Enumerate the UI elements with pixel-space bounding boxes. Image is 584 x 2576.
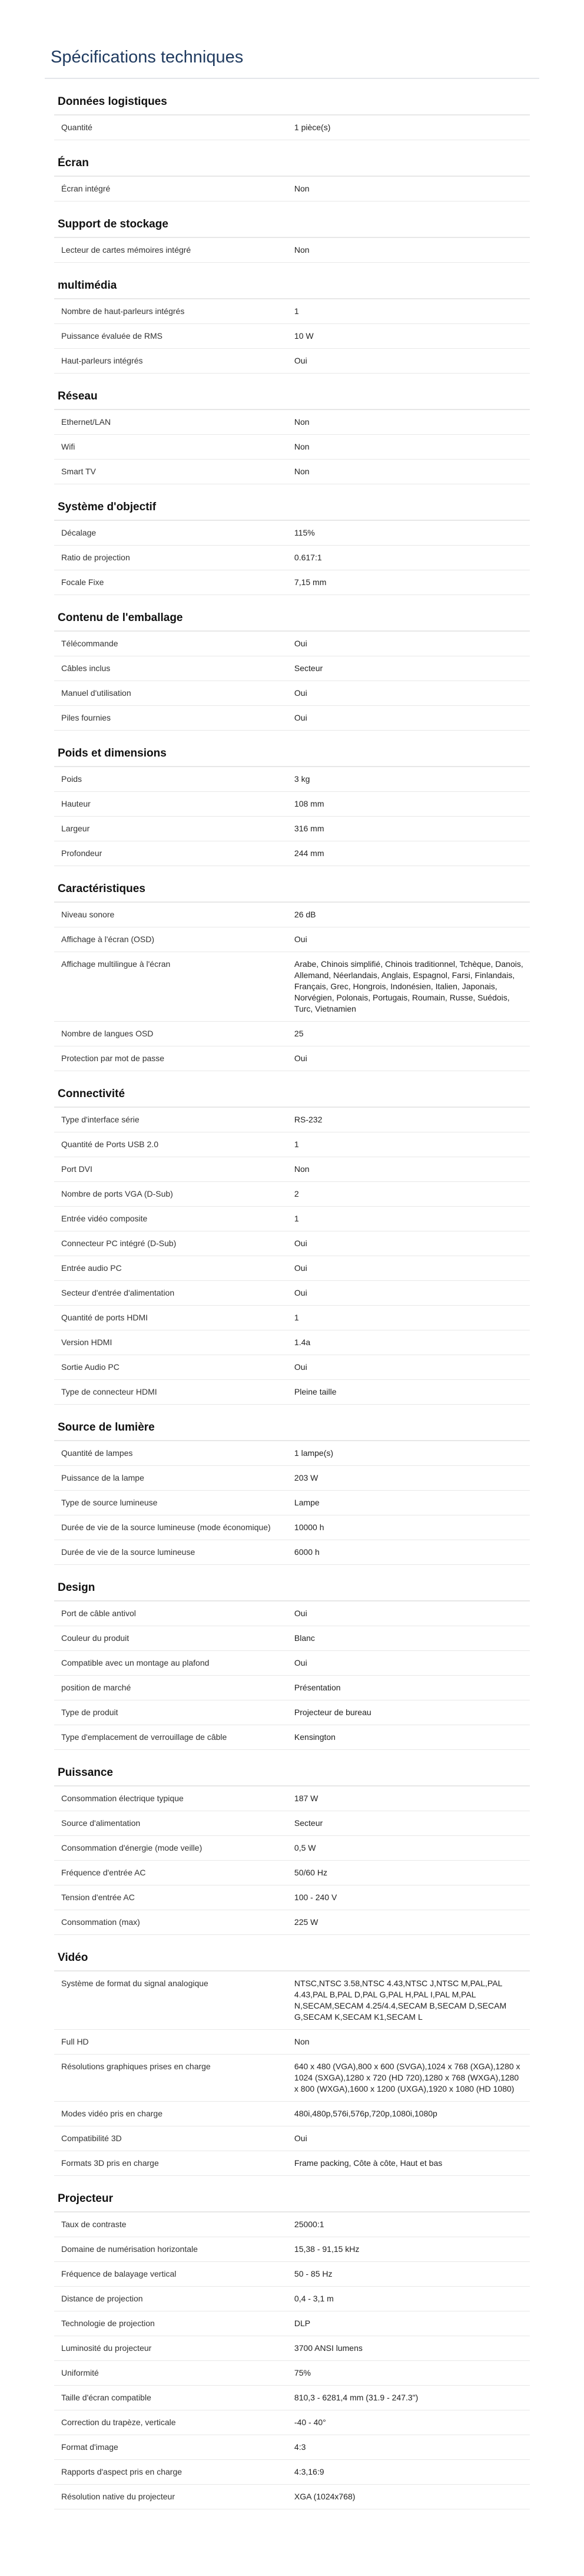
table-row — [54, 1786, 530, 1811]
table-row — [54, 1157, 530, 1182]
table-row — [54, 2126, 530, 2151]
spec-label: Entrée audio PC — [54, 1256, 287, 1281]
spec-label: Technologie de projection — [54, 2311, 287, 2336]
spec-value: Kensington — [287, 1725, 530, 1750]
spec-value: 15,38 - 91,15 kHz — [287, 2237, 530, 2262]
spec-label: Smart TV — [54, 460, 287, 484]
spec-value: 4:3 — [287, 2435, 530, 2460]
section-title: Poids et dimensions — [58, 747, 167, 759]
spec-section — [51, 603, 533, 731]
table-row — [54, 681, 530, 706]
table-row — [54, 1861, 530, 1885]
spec-label: Focale Fixe — [54, 570, 287, 595]
spec-value: XGA (1024x768) — [287, 2485, 530, 2509]
spec-label: Puissance évaluée de RMS — [54, 324, 287, 349]
table-row — [54, 115, 530, 140]
spec-label: Correction du trapèze, verticale — [54, 2410, 287, 2435]
spec-value: 25000:1 — [287, 2212, 530, 2237]
spec-value: Oui — [287, 1256, 530, 1281]
spec-label: position de marché — [54, 1676, 287, 1700]
table-row — [54, 1132, 530, 1157]
spec-sections — [51, 87, 533, 2509]
spec-value: 1.4a — [287, 1330, 530, 1355]
spec-label: Durée de vie de la source lumineuse — [54, 1540, 287, 1565]
table-row — [54, 2212, 530, 2237]
section-title: Réseau — [58, 390, 98, 402]
spec-value: 7,15 mm — [287, 570, 530, 595]
spec-label: Consommation d'énergie (mode veille) — [54, 1836, 287, 1861]
spec-value: 10 W — [287, 324, 530, 349]
spec-table — [54, 632, 530, 731]
spec-label: Source d'alimentation — [54, 1811, 287, 1836]
table-row — [54, 2030, 530, 2055]
table-row — [54, 238, 530, 263]
table-row — [54, 1380, 530, 1405]
spec-value: 2 — [287, 1182, 530, 1207]
spec-label: Distance de projection — [54, 2287, 287, 2311]
table-row — [54, 410, 530, 435]
spec-value: 10000 h — [287, 1515, 530, 1540]
spec-label: Type de source lumineuse — [54, 1491, 287, 1515]
spec-value: 1 — [287, 1306, 530, 1330]
table-row — [54, 2055, 530, 2102]
table-row — [54, 1022, 530, 1046]
spec-label: Couleur du produit — [54, 1626, 287, 1651]
table-row — [54, 2336, 530, 2361]
table-row — [54, 546, 530, 570]
spec-label: Taux de contraste — [54, 2212, 287, 2237]
spec-value: 26 dB — [287, 903, 530, 927]
table-row — [54, 817, 530, 841]
spec-label: Uniformité — [54, 2361, 287, 2386]
table-row — [54, 1515, 530, 1540]
table-row — [54, 2311, 530, 2336]
spec-value: 75% — [287, 2361, 530, 2386]
spec-value: Présentation — [287, 1676, 530, 1700]
spec-value: 25 — [287, 1022, 530, 1046]
section-title: Caractéristiques — [58, 883, 145, 895]
section-title: Design — [58, 1581, 95, 1594]
spec-section — [51, 382, 533, 484]
table-row — [54, 2102, 530, 2126]
table-row — [54, 349, 530, 374]
spec-label: Lecteur de cartes mémoires intégré — [54, 238, 287, 263]
spec-label: Profondeur — [54, 841, 287, 866]
spec-label: Nombre de ports VGA (D-Sub) — [54, 1182, 287, 1207]
spec-label: Décalage — [54, 521, 287, 546]
table-row — [54, 903, 530, 927]
spec-label: Type de produit — [54, 1700, 287, 1725]
section-title: Données logistiques — [58, 95, 167, 108]
spec-label: Modes vidéo pris en charge — [54, 2102, 287, 2126]
spec-value: 4:3,16:9 — [287, 2460, 530, 2485]
table-row — [54, 2485, 530, 2509]
spec-label: Consommation (max) — [54, 1910, 287, 1935]
spec-label: Type d'emplacement de verrouillage de câble — [54, 1725, 287, 1750]
spec-label: Wifi — [54, 435, 287, 460]
spec-label: Haut-parleurs intégrés — [54, 349, 287, 374]
table-row — [54, 1811, 530, 1836]
spec-section — [51, 148, 533, 202]
spec-value: 0,4 - 3,1 m — [287, 2287, 530, 2311]
spec-value: Oui — [287, 1355, 530, 1380]
spec-value: Oui — [287, 1651, 530, 1676]
spec-label: Durée de vie de la source lumineuse (mode économique) — [54, 1515, 287, 1540]
spec-value: 50 - 85 Hz — [287, 2262, 530, 2287]
spec-label: Type d'interface série — [54, 1108, 287, 1132]
spec-label: Quantité de Ports USB 2.0 — [54, 1132, 287, 1157]
table-row — [54, 1626, 530, 1651]
table-row — [54, 2237, 530, 2262]
title-divider — [45, 78, 539, 79]
spec-label: Câbles inclus — [54, 656, 287, 681]
spec-label: Tension d'entrée AC — [54, 1885, 287, 1910]
spec-label: Compatible avec un montage au plafond — [54, 1651, 287, 1676]
spec-table — [54, 1108, 530, 1405]
spec-label: Fréquence de balayage vertical — [54, 2262, 287, 2287]
table-row — [54, 1910, 530, 1935]
table-row — [54, 299, 530, 324]
section-title: Support de stockage — [58, 218, 168, 230]
table-row — [54, 1676, 530, 1700]
spec-label: Ethernet/LAN — [54, 410, 287, 435]
spec-label: Formats 3D pris en charge — [54, 2151, 287, 2176]
section-title: Source de lumière — [58, 1421, 155, 1434]
spec-table — [54, 1786, 530, 1935]
table-row — [54, 706, 530, 731]
table-row — [54, 1885, 530, 1910]
spec-value: Oui — [287, 349, 530, 374]
table-row — [54, 1046, 530, 1071]
table-row — [54, 1441, 530, 1466]
spec-label: Full HD — [54, 2030, 287, 2055]
table-row — [54, 2361, 530, 2386]
spec-value: NTSC,NTSC 3.58,NTSC 4.43,NTSC J,NTSC M,PAL,PAL 4.43,PAL B,PAL D,PAL G,PAL H,PAL I,PAL M,PAL N,SECAM,SECAM 4.25/4.4,SECAM B,SECAM D,SECAM G,SECAM K,SECAM K1,SECAM L — [287, 1971, 530, 2030]
spec-label: Quantité de lampes — [54, 1441, 287, 1466]
spec-section — [51, 87, 533, 140]
spec-value: Non — [287, 410, 530, 435]
spec-value: Arabe, Chinois simplifié, Chinois traditionnel, Tchèque, Danois, Allemand, Néerlandais, Anglais, Espagnol, Farsi, Finlandais, Français, Grec, Hongrois, Indonésien, Italien, Japonais, Norvégien, Polonais, Portugais, Roumain, Russe, Suédois, Turc, Vietnamien — [287, 952, 530, 1022]
spec-value: 1 lampe(s) — [287, 1441, 530, 1466]
spec-label: Télécommande — [54, 632, 287, 656]
table-row — [54, 792, 530, 817]
spec-value: 1 — [287, 299, 530, 324]
spec-label: Niveau sonore — [54, 903, 287, 927]
table-row — [54, 1355, 530, 1380]
table-row — [54, 2386, 530, 2410]
spec-label: Nombre de langues OSD — [54, 1022, 287, 1046]
spec-section — [51, 271, 533, 374]
table-row — [54, 1207, 530, 1231]
table-row — [54, 1182, 530, 1207]
spec-table — [54, 2212, 530, 2509]
spec-value: Frame packing, Côte à côte, Haut et bas — [287, 2151, 530, 2176]
spec-section — [51, 874, 533, 1071]
spec-label: Format d'image — [54, 2435, 287, 2460]
spec-label: Sortie Audio PC — [54, 1355, 287, 1380]
section-title: multimédia — [58, 279, 117, 292]
spec-label: Type de connecteur HDMI — [54, 1380, 287, 1405]
spec-value: 203 W — [287, 1466, 530, 1491]
spec-label: Compatibilité 3D — [54, 2126, 287, 2151]
spec-label: Luminosité du projecteur — [54, 2336, 287, 2361]
spec-label: Taille d'écran compatible — [54, 2386, 287, 2410]
spec-value: Oui — [287, 706, 530, 731]
table-row — [54, 1651, 530, 1676]
spec-value: Non — [287, 460, 530, 484]
spec-label: Largeur — [54, 817, 287, 841]
spec-label: Résolution native du projecteur — [54, 2485, 287, 2509]
table-row — [54, 2151, 530, 2176]
table-row — [54, 2460, 530, 2485]
spec-label: Secteur d'entrée d'alimentation — [54, 1281, 287, 1306]
table-row — [54, 1836, 530, 1861]
spec-value: DLP — [287, 2311, 530, 2336]
spec-label: Nombre de haut-parleurs intégrés — [54, 299, 287, 324]
page-title: Spécifications techniques — [51, 48, 244, 67]
table-row — [54, 2262, 530, 2287]
spec-value: RS-232 — [287, 1108, 530, 1132]
spec-section — [51, 2184, 533, 2509]
table-row — [54, 1281, 530, 1306]
spec-table — [54, 1971, 530, 2176]
spec-value: Oui — [287, 1046, 530, 1071]
spec-label: Version HDMI — [54, 1330, 287, 1355]
spec-table — [54, 238, 530, 263]
spec-table — [54, 115, 530, 140]
spec-section — [51, 210, 533, 263]
spec-value: 244 mm — [287, 841, 530, 866]
table-row — [54, 1466, 530, 1491]
section-title: Contenu de l'emballage — [58, 612, 183, 624]
spec-value: Oui — [287, 632, 530, 656]
spec-value: 187 W — [287, 1786, 530, 1811]
spec-value: Lampe — [287, 1491, 530, 1515]
spec-value: 108 mm — [287, 792, 530, 817]
spec-value: Oui — [287, 1601, 530, 1626]
spec-table — [54, 521, 530, 595]
spec-label: Fréquence d'entrée AC — [54, 1861, 287, 1885]
spec-value: 1 — [287, 1132, 530, 1157]
spec-table — [54, 903, 530, 1071]
table-row — [54, 324, 530, 349]
table-row — [54, 1601, 530, 1626]
spec-value: Non — [287, 238, 530, 263]
section-title: Projecteur — [58, 2192, 113, 2205]
spec-value: Oui — [287, 1281, 530, 1306]
spec-value: Oui — [287, 681, 530, 706]
spec-value: -40 - 40° — [287, 2410, 530, 2435]
table-row — [54, 1330, 530, 1355]
table-row — [54, 570, 530, 595]
spec-label: Affichage à l'écran (OSD) — [54, 927, 287, 952]
spec-value: 640 x 480 (VGA),800 x 600 (SVGA),1024 x 768 (XGA),1280 x 1024 (SXGA),1280 x 720 (HD 720),1280 x 768 (WXGA),1280 x 800 (WXGA),1600 x 1200 (UXGA),1920 x 1080 (HD 1080) — [287, 2055, 530, 2102]
spec-label: Manuel d'utilisation — [54, 681, 287, 706]
spec-value: 3700 ANSI lumens — [287, 2336, 530, 2361]
spec-table — [54, 1601, 530, 1750]
table-row — [54, 521, 530, 546]
table-row — [54, 1491, 530, 1515]
table-row — [54, 1971, 530, 2030]
spec-section — [51, 1413, 533, 1565]
table-row — [54, 952, 530, 1022]
spec-label: Poids — [54, 767, 287, 792]
spec-section — [51, 493, 533, 595]
table-row — [54, 656, 530, 681]
section-title: Connectivité — [58, 1088, 125, 1100]
table-row — [54, 177, 530, 202]
spec-value: 6000 h — [287, 1540, 530, 1565]
spec-table — [54, 767, 530, 866]
spec-value: 100 - 240 V — [287, 1885, 530, 1910]
table-row — [54, 1540, 530, 1565]
spec-label: Ratio de projection — [54, 546, 287, 570]
spec-value: Secteur — [287, 1811, 530, 1836]
spec-table — [54, 410, 530, 484]
spec-value: 1 — [287, 1207, 530, 1231]
table-row — [54, 460, 530, 484]
spec-section — [51, 1943, 533, 2176]
spec-value: Non — [287, 1157, 530, 1182]
spec-table — [54, 299, 530, 374]
table-row — [54, 1725, 530, 1750]
spec-label: Domaine de numérisation horizontale — [54, 2237, 287, 2262]
section-title: Écran — [58, 157, 89, 169]
spec-label: Système de format du signal analogique — [54, 1971, 287, 2030]
section-title: Système d'objectif — [58, 501, 157, 513]
table-row — [54, 1256, 530, 1281]
spec-value: 225 W — [287, 1910, 530, 1935]
spec-value: 316 mm — [287, 817, 530, 841]
spec-label: Résolutions graphiques prises en charge — [54, 2055, 287, 2102]
table-row — [54, 632, 530, 656]
spec-label: Connecteur PC intégré (D-Sub) — [54, 1231, 287, 1256]
spec-label: Quantité — [54, 115, 287, 140]
spec-value: Projecteur de bureau — [287, 1700, 530, 1725]
spec-value: 1 pièce(s) — [287, 115, 530, 140]
spec-value: 3 kg — [287, 767, 530, 792]
spec-value: Oui — [287, 1231, 530, 1256]
section-title: Puissance — [58, 1766, 113, 1779]
spec-value: Non — [287, 435, 530, 460]
spec-label: Port DVI — [54, 1157, 287, 1182]
spec-value: Non — [287, 2030, 530, 2055]
spec-label: Protection par mot de passe — [54, 1046, 287, 1071]
spec-label: Consommation électrique typique — [54, 1786, 287, 1811]
spec-label: Piles fournies — [54, 706, 287, 731]
spec-value: 0.617:1 — [287, 546, 530, 570]
spec-label: Rapports d'aspect pris en charge — [54, 2460, 287, 2485]
spec-label: Affichage multilingue à l'écran — [54, 952, 287, 1022]
table-row — [54, 1231, 530, 1256]
section-title: Vidéo — [58, 1951, 88, 1964]
spec-label: Quantité de ports HDMI — [54, 1306, 287, 1330]
table-row — [54, 2410, 530, 2435]
spec-value: 810,3 - 6281,4 mm (31.9 - 247.3") — [287, 2386, 530, 2410]
spec-value: Non — [287, 177, 530, 202]
table-row — [54, 927, 530, 952]
spec-value: 480i,480p,576i,576p,720p,1080i,1080p — [287, 2102, 530, 2126]
spec-value: Secteur — [287, 656, 530, 681]
spec-section — [51, 1758, 533, 1935]
spec-section — [51, 739, 533, 866]
spec-value: 115% — [287, 521, 530, 546]
spec-label: Écran intégré — [54, 177, 287, 202]
spec-value: 0,5 W — [287, 1836, 530, 1861]
table-row — [54, 435, 530, 460]
spec-value: Oui — [287, 2126, 530, 2151]
spec-value: Pleine taille — [287, 1380, 530, 1405]
spec-section — [51, 1079, 533, 1405]
spec-value: Blanc — [287, 1626, 530, 1651]
table-row — [54, 1700, 530, 1725]
spec-label: Entrée vidéo composite — [54, 1207, 287, 1231]
spec-label: Hauteur — [54, 792, 287, 817]
spec-label: Puissance de la lampe — [54, 1466, 287, 1491]
spec-label: Port de câble antivol — [54, 1601, 287, 1626]
table-row — [54, 1306, 530, 1330]
table-row — [54, 767, 530, 792]
table-row — [54, 2435, 530, 2460]
spec-value: 50/60 Hz — [287, 1861, 530, 1885]
spec-value: Oui — [287, 927, 530, 952]
spec-section — [51, 1573, 533, 1750]
table-row — [54, 2287, 530, 2311]
spec-table — [54, 177, 530, 202]
table-row — [54, 841, 530, 866]
spec-table — [54, 1441, 530, 1565]
table-row — [54, 1108, 530, 1132]
